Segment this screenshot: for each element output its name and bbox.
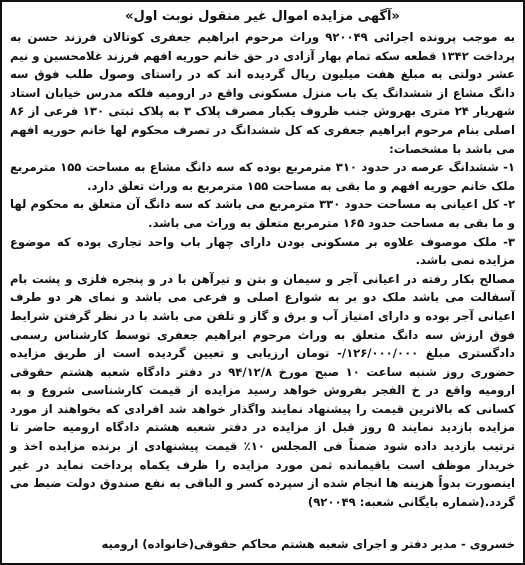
spec-item-3: ۳- ملک موصوف علاوه بر مسکونی بودن دارای چهار باب واحد تجاری بوده که موضوع مزایده نمی باشد. bbox=[10, 234, 515, 268]
signature-line: خسروی - مدیر دفتر و اجرای شعبه هشتم محاکم حقوقی(خانواده) ارومیه bbox=[101, 537, 515, 551]
intro-paragraph: به موجب پرونده اجرائی ۹۲۰۰۴۹ وراث مرحوم ابراهیم جعفری کوتالان فرزند حسن به پرداخت ۱۳۴۲ قطعه سکه تمام بهار آزادی در حق خانم حوریه افهم فرزند غلامحسین و نیم عشر دولتی به مبلغ هفت میلیون ریال گردیده اند که در راستای وصول طلب فوق سه دانگ مشاع از ششدانگ یک باب منزل مسکونی واقع در ارومیه فلکه مدرس خیابان استاد شهریار ۲۴ متری بهروش جنب ظروف یکبار مصرف پلاک ۳ به پلاک ثبتی ۱۳۰ فرعی از ۸۶ اصلی بنام مرحوم ابراهیم جعفری که کل ششدانگ در تصرف محکوم لها خانم حوریه افهم می باشد با مشخصات: bbox=[10, 30, 516, 156]
spec-item-1: ۱- ششدانگ عرصه در حدود ۳۱۰ مترمربع بوده که سه دانگ مشاع به مساحت ۱۵۵ مترمربع ملک خانم حوریه افهم و ما بقی به مساحت ۱۵۵ مترمربع به وراث تعلق دارد. bbox=[10, 160, 515, 193]
notice-title: «آگهی مزایده اموال غیر منقول نوبت اول» bbox=[125, 9, 400, 24]
details-paragraph: مصالح بکار رفته در اعیانی آجر و سیمان و بتن و تیرآهن با در و پنجره فلزی و پشت بام آسفالت می باشد ملک دو بر به شوارع اصلی و فرعی می باشد و نمای هر دو طرف اعیانی آجر بوده و دارای امتیاز آب و برق و گاز و تلفن می باشد با در نظر گرفتن شرایط فوق ارزش سه دانگ متعلق به وراث مرحوم ابراهیم جعفری توسط کارشناس رسمی دادگستری مبلغ ۱۲۶/۰۰۰/۰۰۰/- تومان ارزیابی و تعیین گردیده است از طریق مزایده حضوری روز شنبه ساعت ۱۰ صبح مورخ ۹۴/۱۲/۸ در دفتر دادگاه شعبه هشتم حقوقی ارومیه واقع در خ الفجر بفروش خواهد رسید مزایده از قیمت کارشناسی شروع و به کسانی که بالاترین قیمت را پیشنهاد نمایند واگذار خواهد شد افرادی که بخواهند از مورد مزایده بازدید نمایند ۵ روز قبل از مزایده در دفتر شعبه هشتم دادگاه ارومیه حاضر تا ترتیب بازدید داده شود ضمناً فی المجلس ۱۰٪ قیمت پیشنهادی از برنده مزایده اخذ و خریدار موظف است باقیمانده ثمن مورد مزایده را ظرف یکماه پرداخت نماید در غیر اینصورت بدواً هزینه ها انجام شده از سپرده کسر و الباقی به نفع صندوق دولت ضبط می گردد.(شماره بایگانی شعبه: ۹۲۰۰۴۹) bbox=[10, 271, 516, 509]
spec-item-2: ۲- کل اعیانی به مساحت حدود ۳۳۰ مترمربع می باشد که سه دانگ آن متعلق به محکوم لها و ما بقی به مساحت حدود ۱۶۵ مترمربع متعلق به وراث می باشد. bbox=[10, 197, 516, 230]
